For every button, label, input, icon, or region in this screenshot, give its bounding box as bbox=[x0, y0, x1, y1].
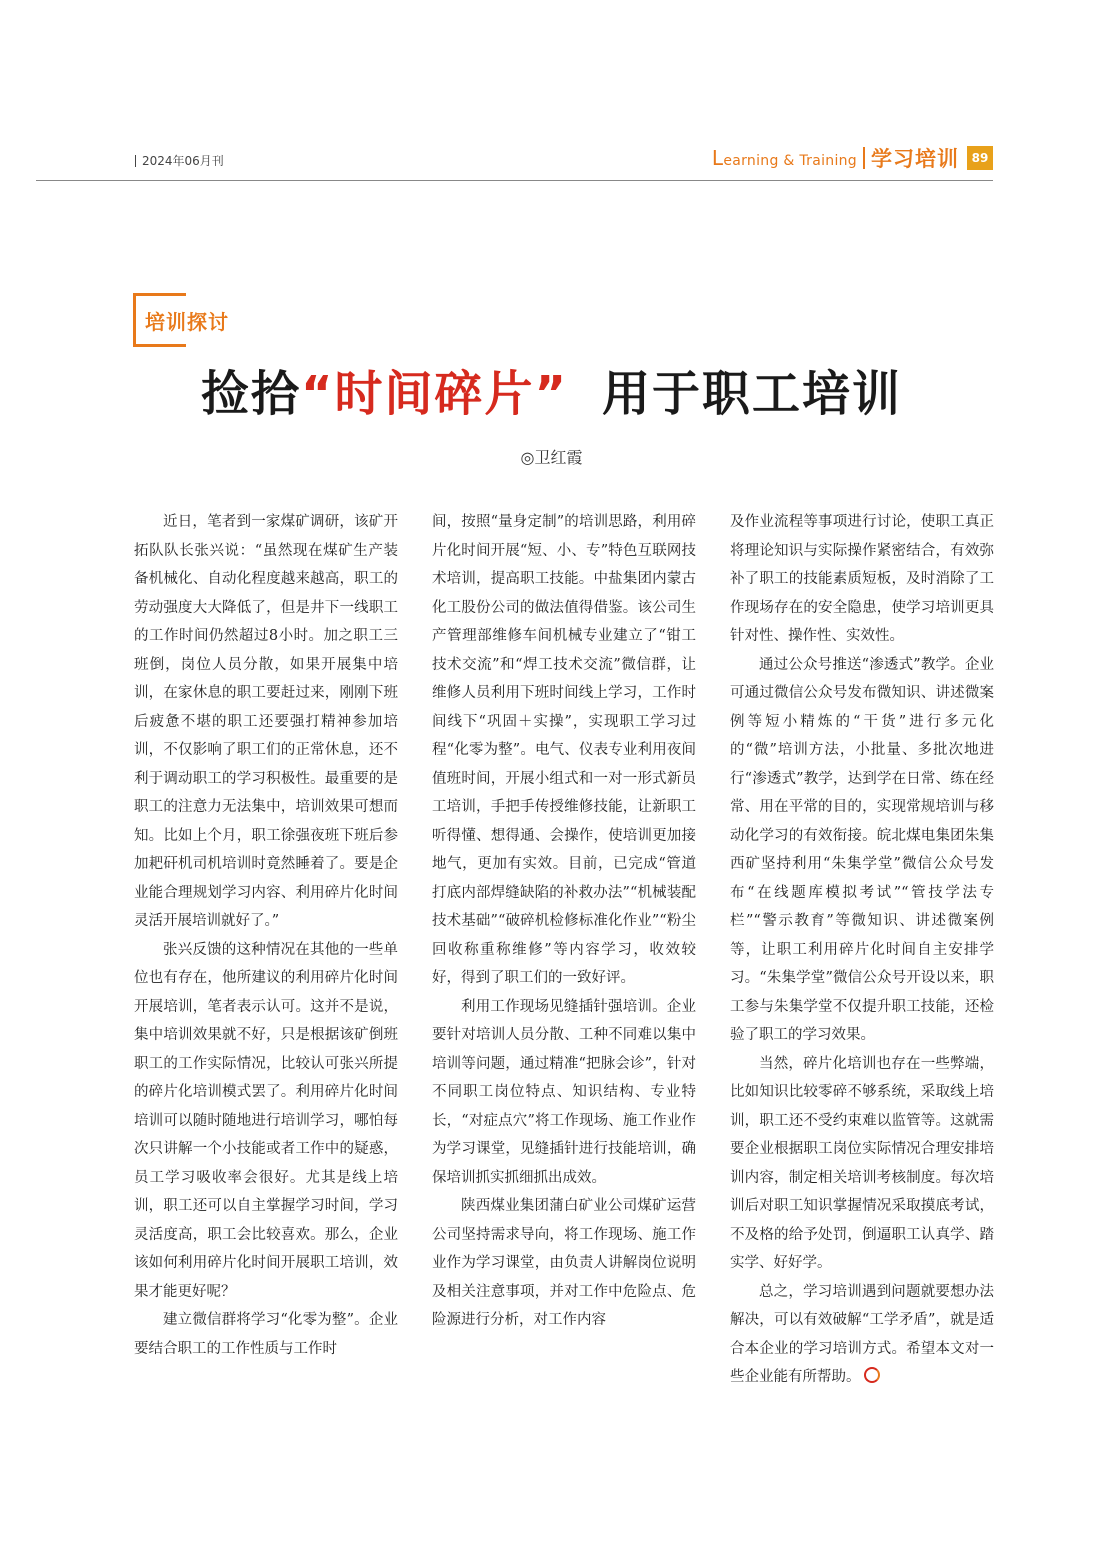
issue-date-label: 2024年06月刊 bbox=[142, 154, 224, 168]
paragraph: 当然，碎片化培训也存在一些弊端，比如知识比较零碎不够系统，采取线上培训，职工还不受约束难以监管等。这就需要企业根据职工岗位实际情况合理安排培训内容，制定相关培训考核制度。每次培训后对职工知识掌握情况采取摸底考试，不及格的给予处罚，倒逼职工认真学、踏实学、好好学。 bbox=[730, 1055, 994, 1271]
column-name-en-initial: L bbox=[711, 146, 724, 170]
title-part1: 捡拾 bbox=[200, 366, 301, 422]
header-rule bbox=[36, 180, 993, 181]
paragraph: 总之，学习培训遇到问题就要想办法解决，可以有效破解“工学矛盾”，就是适合本企业的学习培训方式。希望本文对一些企业能有所帮助。 bbox=[730, 1283, 994, 1385]
text-column-2 bbox=[432, 508, 696, 1335]
paragraph: 通过公众号推送“渗透式”教学。企业可通过微信公众号发布微知识、讲述微案例等短小精炼的“干货”进行多元化的“微”培训方法，小批量、多批次地进行“渗透式”教学，达到学在日常、练在经常、用在平常的目的，实现常规培训与移动化学习的有效衔接。皖北煤电集团朱集西矿坚持利用“朱集学堂”微信公众号发布“在线题库模拟考试”“管技学法专栏”“警示教育”等微知识、讲述微案例等，让职工利用碎片化时间自主安排学习。“朱集学堂”微信公众号开设以来，职工参与朱集学堂不仅提升职工技能，还检验了职工的学习效果。 bbox=[730, 656, 994, 1043]
text-column-3 bbox=[730, 508, 994, 1392]
column-name-zh: 学习培训 bbox=[871, 147, 959, 171]
column-header bbox=[712, 143, 993, 173]
title-part2: 用于职工培训 bbox=[602, 366, 903, 422]
section-tag: 培训探讨 bbox=[145, 310, 229, 334]
paragraph: 及作业流程等事项进行讨论，使职工真正将理论知识与实际操作紧密结合，有效弥补了职工的技能素质短板，及时消除了工作现场存在的安全隐患，使学习培训更具针对性、操作性、实效性。 bbox=[730, 514, 994, 644]
paragraph: 近日，笔者到一家煤矿调研，该矿开拓队队长张兴说：“虽然现在煤矿生产装备机械化、自动化程度越来越高，职工的劳动强度大大降低了，但是井下一线职工的工作时间仍然超过8小时。加之职工三班倒，岗位人员分散，如果开展集中培训，在家休息的职工要赶过来，刚刚下班后疲惫不堪的职工还要强打精神参加培训，不仅影响了职工们的正常休息，还不利于调动职工的学习积极性。最重要的是职工的注意力无法集中，培训效果可想而知。比如上个月，职工徐强夜班下班后参加耙矸机司机培训时竟然睡着了。要是企业能合理规划学习内容、利用碎片化时间灵活开展培训就好了。” bbox=[134, 514, 398, 929]
author: ◎卫红霞 bbox=[520, 448, 583, 467]
title-highlight: “时间碎片” bbox=[300, 366, 569, 422]
paragraph: 建立微信群将学习“化零为整”。企业要结合职工的工作性质与工作时 bbox=[134, 1312, 398, 1357]
divider bbox=[135, 155, 136, 167]
text-column-1 bbox=[134, 508, 398, 1363]
issue-date bbox=[135, 152, 224, 169]
paragraph: 陕西煤业集团蒲白矿业公司煤矿运营公司坚持需求导向，将工作现场、施工作业作为学习课堂，由负责人讲解岗位说明及相关注意事项，并对工作中危险点、危险源进行分析，对工作内容 bbox=[432, 1198, 696, 1328]
paragraph: 张兴反馈的这种情况在其他的一些单位也有存在，他所建议的利用碎片化时间开展培训，笔者表示认可。这并不是说，集中培训效果就不好，只是根据该矿倒班职工的工作实际情况，比较认可张兴所提的碎片化培训模式罢了。利用碎片化时间培训可以随时随地进行培训学习，哪怕每次只讲解一个小技能或者工作中的疑惑，员工学习吸收率会很好。尤其是线上培训，职工还可以自主掌握学习时间，学习灵活度高，职工会比较喜欢。那么，企业该如何利用碎片化时间开展职工培训，效果才能更好呢？ bbox=[134, 941, 398, 1300]
column-name-en-rest: earning & Training bbox=[723, 153, 857, 169]
page-number: 89 bbox=[967, 146, 993, 170]
divider bbox=[863, 147, 865, 169]
paragraph: 利用工作现场见缝插针强培训。企业要针对培训人员分散、工种不同难以集中培训等问题，通过精准“把脉会诊”，针对不同职工岗位特点、知识结构、专业特长，“对症点穴”将工作现场、施工作业作为学习课堂，见缝插针进行技能培训，确保培训抓实抓细抓出成效。 bbox=[432, 998, 696, 1186]
article-title bbox=[0, 355, 1103, 424]
end-mark-icon bbox=[864, 1367, 880, 1383]
paragraph: 间，按照“量身定制”的培训思路，利用碎片化时间开展“短、小、专”特色互联网技术培训，提高职工技能。中盐集团内蒙古化工股份公司的做法值得借鉴。该公司生产管理部维修车间机械专业建立了“钳工技术交流”和“焊工技术交流”微信群，让维修人员利用下班时间线上学习，工作时间线下“巩固＋实操”，实现职工学习过程“化零为整”。电气、仪表专业利用夜间值班时间，开展小组式和一对一形式新员工培训，手把手传授维修技能，让新职工听得懂、想得通、会操作，使培训更加接地气，更加有实效。目前，已完成“管道打底内部焊缝缺陷的补救办法”“机械装配技术基础”“破碎机检修标准化作业”“粉尘回收称重称维修”等内容学习，收效较好，得到了职工们的一致好评。 bbox=[432, 514, 696, 986]
column-name-en bbox=[712, 146, 857, 170]
